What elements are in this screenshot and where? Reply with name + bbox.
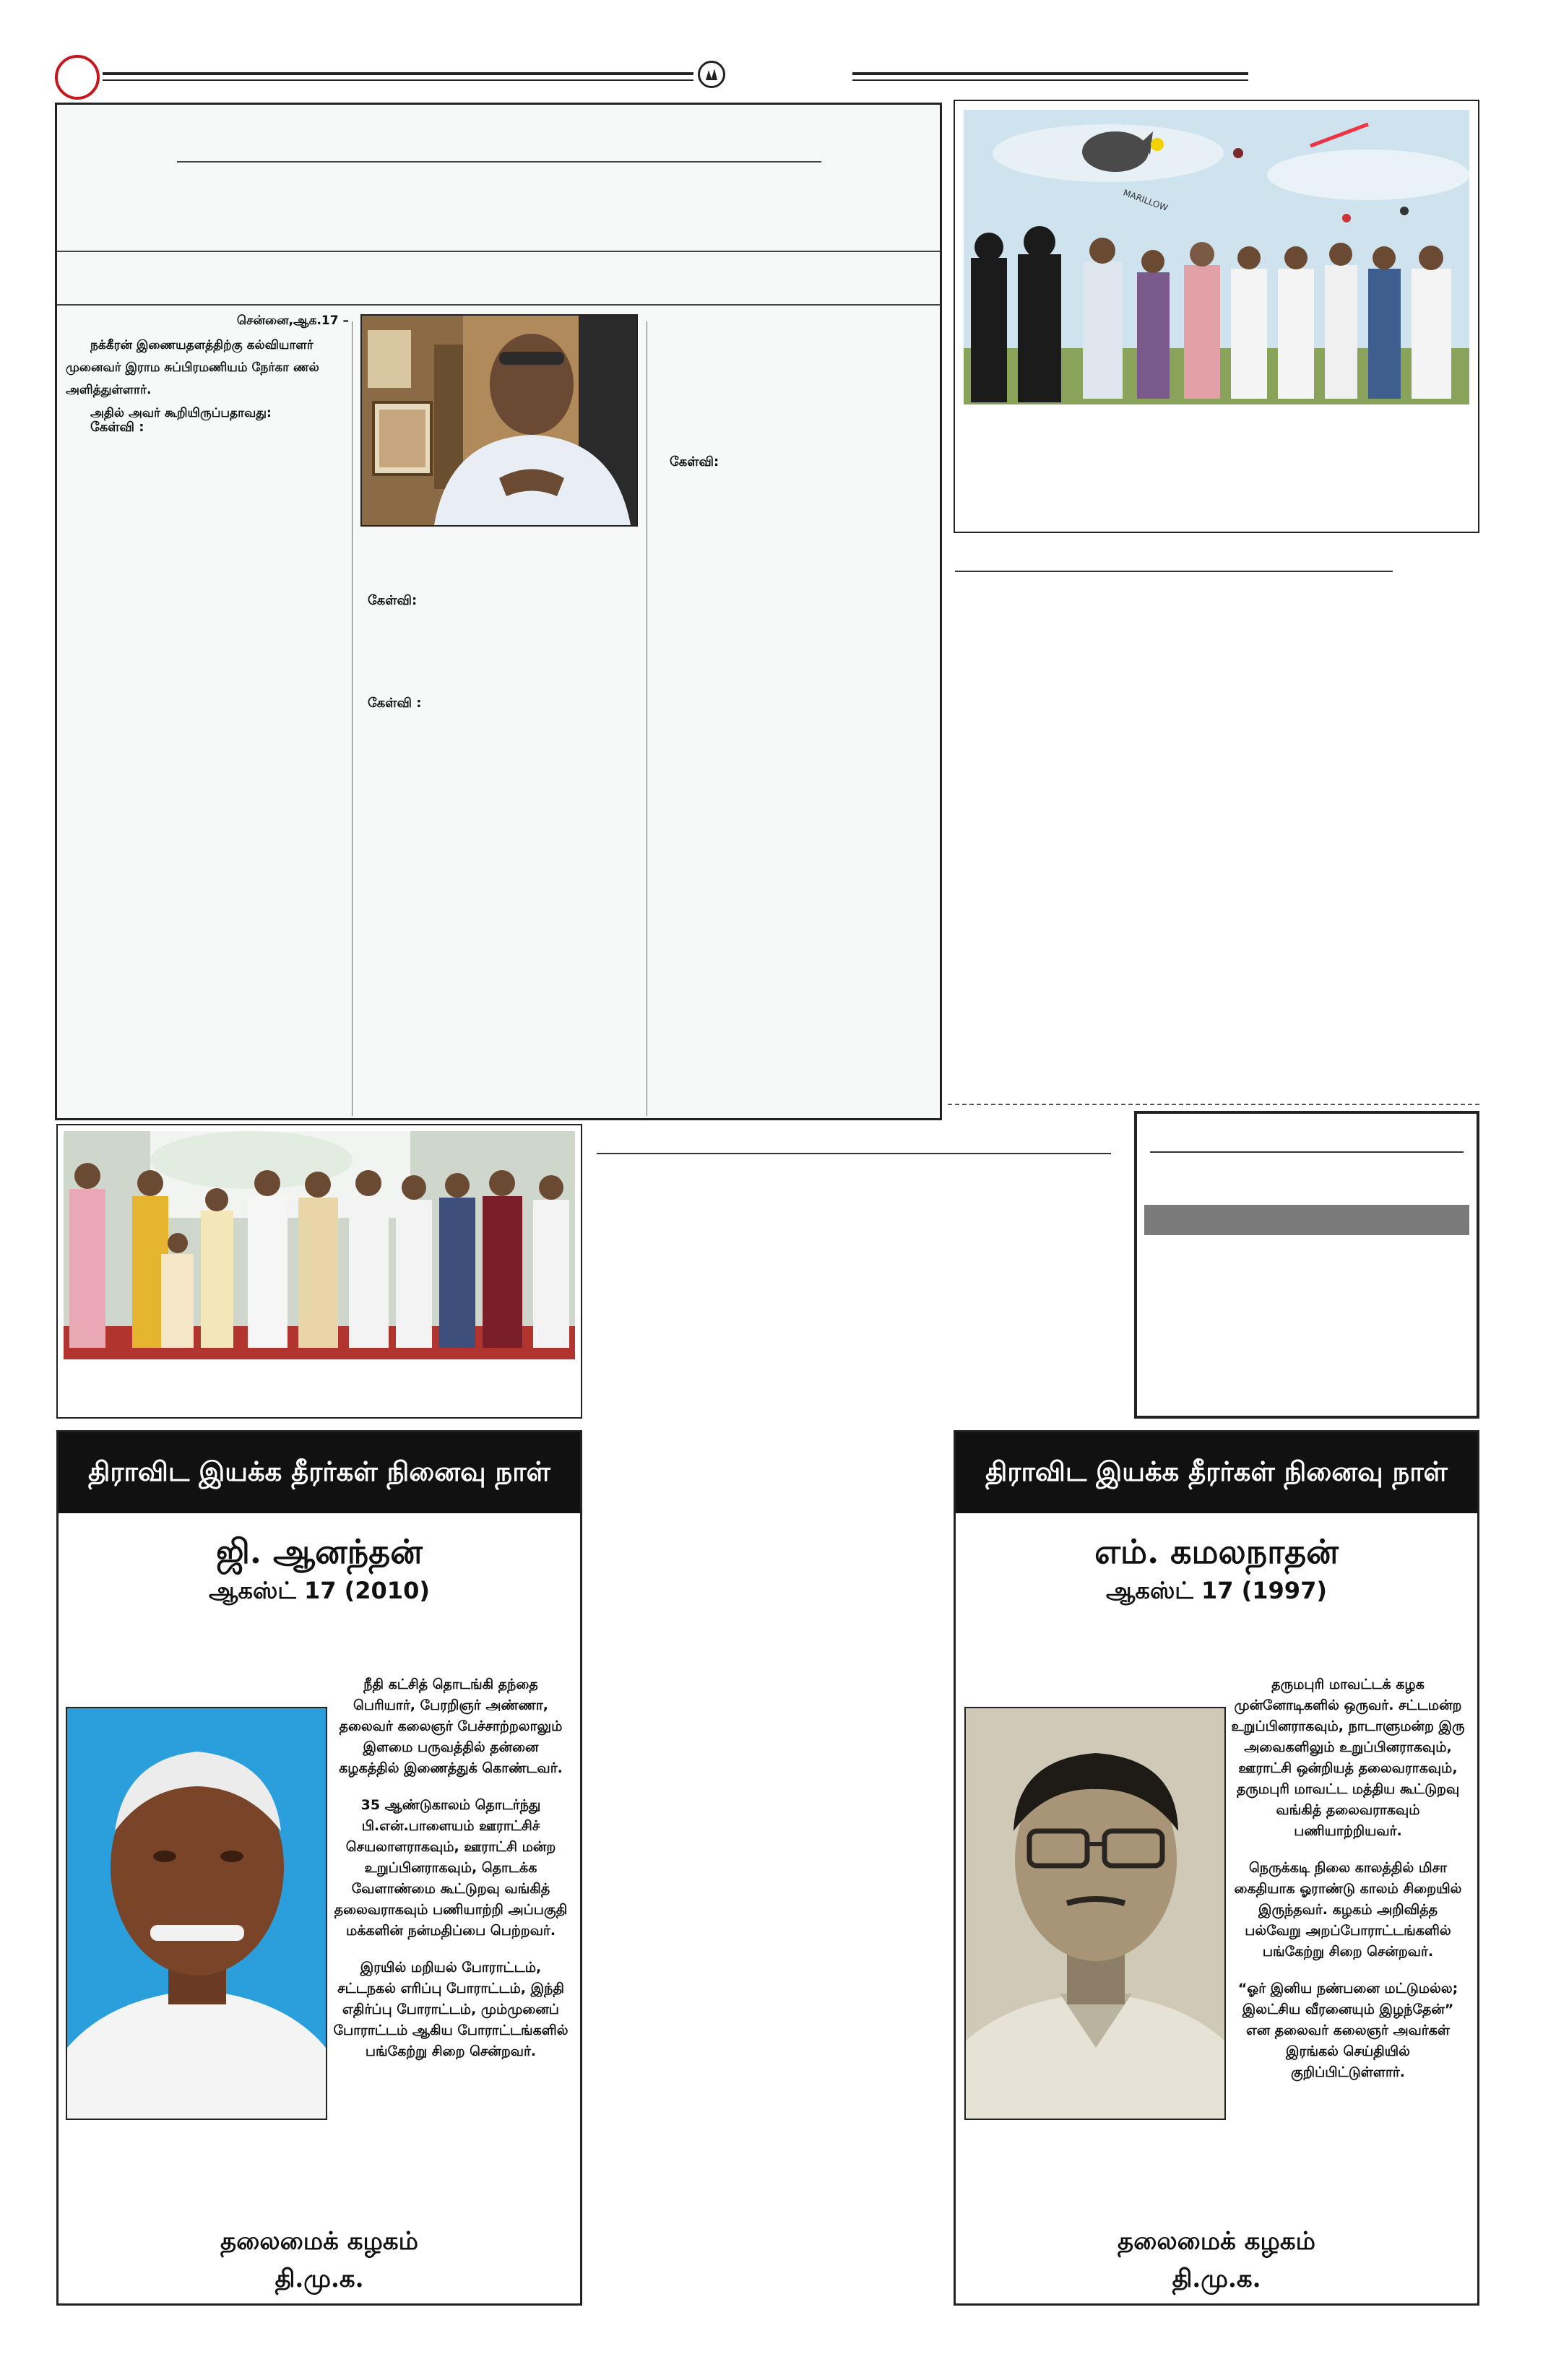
- kite-text: MARILLOW: [1121, 187, 1170, 213]
- group-photo-frame: [56, 1124, 582, 1419]
- side-box-rule: [1150, 1151, 1464, 1153]
- masthead-rule-left-thin: [103, 79, 693, 81]
- masthead-rule-right: [852, 72, 1248, 75]
- dateline: சென்னை,ஆக.17 –: [236, 313, 349, 328]
- kite-festival-photo: [964, 110, 1469, 404]
- portrait-photo: [66, 1707, 327, 2120]
- side-box-band: [1144, 1205, 1469, 1235]
- memorial-date: ஆகஸ்ட் 17 (2010): [209, 1577, 430, 1604]
- memorial-card-right: [954, 1430, 1479, 2306]
- page-number-circle: [55, 55, 100, 100]
- memorial-footer-line1: தலைமைக் கழகம்: [220, 2227, 418, 2256]
- question-label-4: கேள்வி:: [670, 454, 719, 469]
- side-box: [1134, 1111, 1479, 1419]
- question-label-1: கேள்வி :: [90, 420, 144, 435]
- memorial-header: திராவிட இயக்க தீரர்கள் நினைவு நாள்: [956, 1432, 1477, 1513]
- memorial-footer-line2: தி.மு.க.: [275, 2264, 364, 2293]
- article-lead: அதில் அவர் கூறியிருப்பதாவது:: [90, 406, 272, 420]
- question-label-3: கேள்வி :: [368, 696, 422, 711]
- memorial-text: [1229, 1674, 1467, 2099]
- interviewee-photo: [360, 314, 638, 527]
- memorial-para-1: தருமபுரி மாவட்டக் கழக முன்னோடிகளில் ஒருவர். சட்டமன்ற உறுப்பினராகவும், நாடாளுமன்ற இரு அவைகளிலும் உறுப்பினராகவும், ஊராட்சி ஒன்றியத் தலைவராகவும், தருமபுரி மாவட்ட மத்திய கூட்டுறவு வங்கித் தலைவராகவும் பணியாற்றியவர்.: [1231, 1676, 1465, 1839]
- memorial-para-2: நெருக்கடி நிலை காலத்தில் மிசா கைதியாக ஓராண்டு காலம் சிறையில் இருந்தவர். கழகம் அறிவித்த பல்வேறு அறப்போராட்டங்களில் பங்கேற்று சிறை சென்றவர்.: [1234, 1860, 1462, 1960]
- section-divider-2: [57, 304, 940, 306]
- question-label-2: கேள்வி:: [368, 593, 418, 608]
- dashed-divider: [948, 1104, 1479, 1105]
- memorial-para-2: 35 ஆண்டுகாலம் தொடர்ந்து பி.என்.பாளையம் ஊராட்சிச் செயலாளராகவும், ஊராட்சி மன்ற உறுப்பினராகவும், தொடக்க வேளாண்மை கூட்டுறவு வங்கித் தலைவராகவும் பணியாற்றி அப்பகுதி மக்களின் நன்மதிப்பை பெற்றவர்.: [334, 1797, 568, 1939]
- memorial-header: திராவிட இயக்க தீரர்கள் நினைவு நாள்: [59, 1432, 580, 1513]
- memorial-name: எம். கமலநாதன்: [1094, 1532, 1339, 1571]
- memorial-date: ஆகஸ்ட் 17 (1997): [1106, 1577, 1327, 1604]
- family-group-photo: [64, 1131, 575, 1359]
- memorial-footer: [59, 2223, 580, 2298]
- article-intro: நக்கீரன் இணையதளத்திற்கு கல்வியாளர் முனைவர் இராம சுப்பிரமணியம் நேர்கா ணல் அளித்துள்ளார்.: [66, 338, 319, 397]
- memorial-footer-line1: தலைமைக் கழகம்: [1118, 2227, 1315, 2256]
- right-column-rule: [955, 571, 1393, 572]
- memorial-text: [332, 1674, 570, 2078]
- section-divider-1: [57, 251, 940, 252]
- memorial-footer-line2: தி.மு.க.: [1172, 2264, 1261, 2293]
- memorial-footer: [956, 2223, 1477, 2298]
- memorial-para-1: நீதி கட்சித் தொடங்கி தந்தை பெரியார், பேரறிஞர் அண்ணா, தலைவர் கலைஞர் பேச்சாற்றலாலும் இளமை பருவத்தில் தன்னை கழகத்தில் இணைத்துக் கொண்டவர்.: [339, 1676, 563, 1776]
- portrait-photo: [964, 1707, 1226, 2120]
- column-rule-1: [352, 321, 353, 1116]
- headline-rule: [177, 161, 821, 163]
- memorial-para-3: இரயில் மறியல் போராட்டம், சட்டநகல் எரிப்பு போராட்டம், இந்தி எதிர்ப்பு போராட்டம், மும்முனைப் போராட்டம் ஆகிய போராட்டங்களில் பங்கேற்று சிறை சென்றவர்.: [333, 1960, 569, 2059]
- masthead-rule-left: [103, 72, 693, 75]
- memorial-para-3: “ஓர் இனிய நண்பனை மட்டுமல்ல; இலட்சிய வீரனையும் இழந்தேன்” என தலைவர் கலைஞர் அவர்கள் இரங்கல் செய்தியில் குறிப்பிட்டுள்ளார்.: [1237, 1981, 1458, 2080]
- interview-article: [55, 103, 942, 1120]
- masthead-rule-right-thin: [852, 79, 1248, 81]
- kite-photo-frame: [954, 100, 1479, 533]
- memorial-name: ஜி. ஆனந்தன்: [216, 1532, 423, 1571]
- memorial-card-left: [56, 1430, 582, 2306]
- middle-article-rule: [597, 1153, 1111, 1154]
- emblem-icon: [698, 61, 725, 88]
